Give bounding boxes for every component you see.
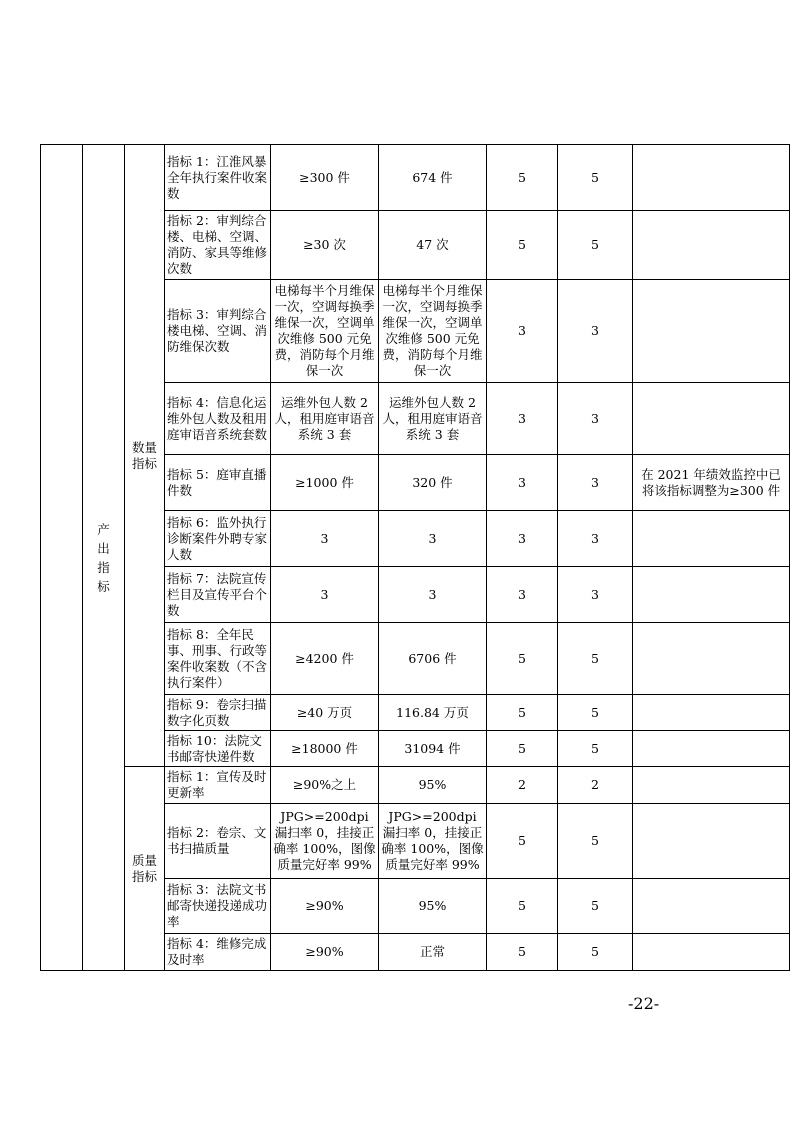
score-cell: 3 bbox=[558, 383, 633, 455]
score-cell: 5 bbox=[558, 695, 633, 731]
note-cell bbox=[633, 623, 790, 695]
note-cell: 在 2021 年绩效监控中已将该指标调整为≥300 件 bbox=[633, 455, 790, 511]
weight-cell: 3 bbox=[487, 280, 558, 383]
indicator-cell: 指标 7：法院宣传栏目及宣传平台个数 bbox=[165, 567, 271, 623]
actual-cell: 320 件 bbox=[379, 455, 487, 511]
indicator-cell: 指标 4：维修完成及时率 bbox=[165, 934, 271, 971]
blank-cell bbox=[41, 145, 83, 971]
target-cell: ≥18000 件 bbox=[271, 731, 379, 767]
score-cell: 5 bbox=[558, 731, 633, 767]
indicator-cell: 指标 4：信息化运维外包人数及租用庭审语音系统套数 bbox=[165, 383, 271, 455]
note-cell bbox=[633, 934, 790, 971]
indicator-cell: 指标 3：审判综合楼电梯、空调、消防维保次数 bbox=[165, 280, 271, 383]
table-body bbox=[41, 145, 790, 971]
actual-cell: 116.84 万页 bbox=[379, 695, 487, 731]
actual-cell: 运维外包人数 2 人，租用庭审语音系统 3 套 bbox=[379, 383, 487, 455]
table-row bbox=[41, 767, 790, 804]
score-cell: 5 bbox=[558, 623, 633, 695]
target-cell: ≥90% bbox=[271, 879, 379, 934]
actual-cell: 95% bbox=[379, 767, 487, 804]
category-label: 产出指标 bbox=[97, 521, 110, 594]
weight-cell: 5 bbox=[487, 731, 558, 767]
note-cell bbox=[633, 211, 790, 280]
page-number: -22- bbox=[628, 994, 660, 1013]
target-cell: 电梯每半个月维保一次，空调每换季维保一次，空调单次维修 500 元免费，消防每个月维保一次 bbox=[271, 280, 379, 383]
note-cell bbox=[633, 695, 790, 731]
note-cell bbox=[633, 145, 790, 211]
weight-cell: 5 bbox=[487, 145, 558, 211]
note-cell bbox=[633, 731, 790, 767]
target-cell: ≥90% bbox=[271, 934, 379, 971]
indicator-cell: 指标 2：审判综合楼、电梯、空调、消防、家具等维修次数 bbox=[165, 211, 271, 280]
indicator-cell: 指标 10：法院文书邮寄快递件数 bbox=[165, 731, 271, 767]
weight-cell: 5 bbox=[487, 623, 558, 695]
performance-indicator-table bbox=[40, 144, 790, 971]
indicator-cell: 指标 1：宣传及时更新率 bbox=[165, 767, 271, 804]
category-cell bbox=[83, 145, 125, 971]
score-cell: 5 bbox=[558, 934, 633, 971]
weight-cell: 5 bbox=[487, 879, 558, 934]
actual-cell: 正常 bbox=[379, 934, 487, 971]
note-cell bbox=[633, 383, 790, 455]
weight-cell: 3 bbox=[487, 511, 558, 567]
target-cell: ≥1000 件 bbox=[271, 455, 379, 511]
actual-cell: 674 件 bbox=[379, 145, 487, 211]
target-cell: JPG>=200dpi 漏扫率 0，挂接正确率 100%，图像质量完好率 99% bbox=[271, 804, 379, 879]
indicator-cell: 指标 2：卷宗、文书扫描质量 bbox=[165, 804, 271, 879]
note-cell bbox=[633, 280, 790, 383]
target-cell: ≥40 万页 bbox=[271, 695, 379, 731]
target-cell: 3 bbox=[271, 567, 379, 623]
actual-cell: 6706 件 bbox=[379, 623, 487, 695]
target-cell: 运维外包人数 2 人，租用庭审语音系统 3 套 bbox=[271, 383, 379, 455]
actual-cell: JPG>=200dpi 漏扫率 0，挂接正确率 100%，图像质量完好率 99% bbox=[379, 804, 487, 879]
score-cell: 5 bbox=[558, 879, 633, 934]
note-cell bbox=[633, 767, 790, 804]
note-cell bbox=[633, 804, 790, 879]
actual-cell: 3 bbox=[379, 567, 487, 623]
subcategory-cell bbox=[125, 767, 165, 971]
score-cell: 5 bbox=[558, 211, 633, 280]
weight-cell: 2 bbox=[487, 767, 558, 804]
note-cell bbox=[633, 567, 790, 623]
score-cell: 2 bbox=[558, 767, 633, 804]
score-cell: 5 bbox=[558, 804, 633, 879]
indicator-cell: 指标 5：庭审直播件数 bbox=[165, 455, 271, 511]
note-cell bbox=[633, 879, 790, 934]
note-cell bbox=[633, 511, 790, 567]
score-cell: 3 bbox=[558, 280, 633, 383]
subcategory-cell bbox=[125, 145, 165, 767]
weight-cell: 3 bbox=[487, 383, 558, 455]
indicator-cell: 指标 8：全年民事、刑事、行政等案件收案数（不含执行案件） bbox=[165, 623, 271, 695]
actual-cell: 31094 件 bbox=[379, 731, 487, 767]
target-cell: 3 bbox=[271, 511, 379, 567]
weight-cell: 3 bbox=[487, 567, 558, 623]
actual-cell: 47 次 bbox=[379, 211, 487, 280]
subcategory-label: 数量指标 bbox=[131, 439, 157, 471]
score-cell: 3 bbox=[558, 567, 633, 623]
weight-cell: 5 bbox=[487, 211, 558, 280]
weight-cell: 5 bbox=[487, 695, 558, 731]
actual-cell: 3 bbox=[379, 511, 487, 567]
indicator-cell: 指标 3：法院文书邮寄快递投递成功率 bbox=[165, 879, 271, 934]
score-cell: 3 bbox=[558, 455, 633, 511]
target-cell: ≥30 次 bbox=[271, 211, 379, 280]
subcategory-label: 质量指标 bbox=[131, 852, 157, 884]
score-cell: 5 bbox=[558, 145, 633, 211]
indicator-cell: 指标 6：监外执行诊断案件外聘专家人数 bbox=[165, 511, 271, 567]
indicator-cell: 指标 1：江淮风暴全年执行案件收案数 bbox=[165, 145, 271, 211]
weight-cell: 3 bbox=[487, 455, 558, 511]
score-cell: 3 bbox=[558, 511, 633, 567]
target-cell: ≥4200 件 bbox=[271, 623, 379, 695]
actual-cell: 95% bbox=[379, 879, 487, 934]
table-row bbox=[41, 145, 790, 211]
indicator-cell: 指标 9：卷宗扫描数字化页数 bbox=[165, 695, 271, 731]
weight-cell: 5 bbox=[487, 804, 558, 879]
target-cell: ≥90%之上 bbox=[271, 767, 379, 804]
target-cell: ≥300 件 bbox=[271, 145, 379, 211]
actual-cell: 电梯每半个月维保一次，空调每换季维保一次，空调单次维修 500 元免费，消防每个月维保一次 bbox=[379, 280, 487, 383]
weight-cell: 5 bbox=[487, 934, 558, 971]
